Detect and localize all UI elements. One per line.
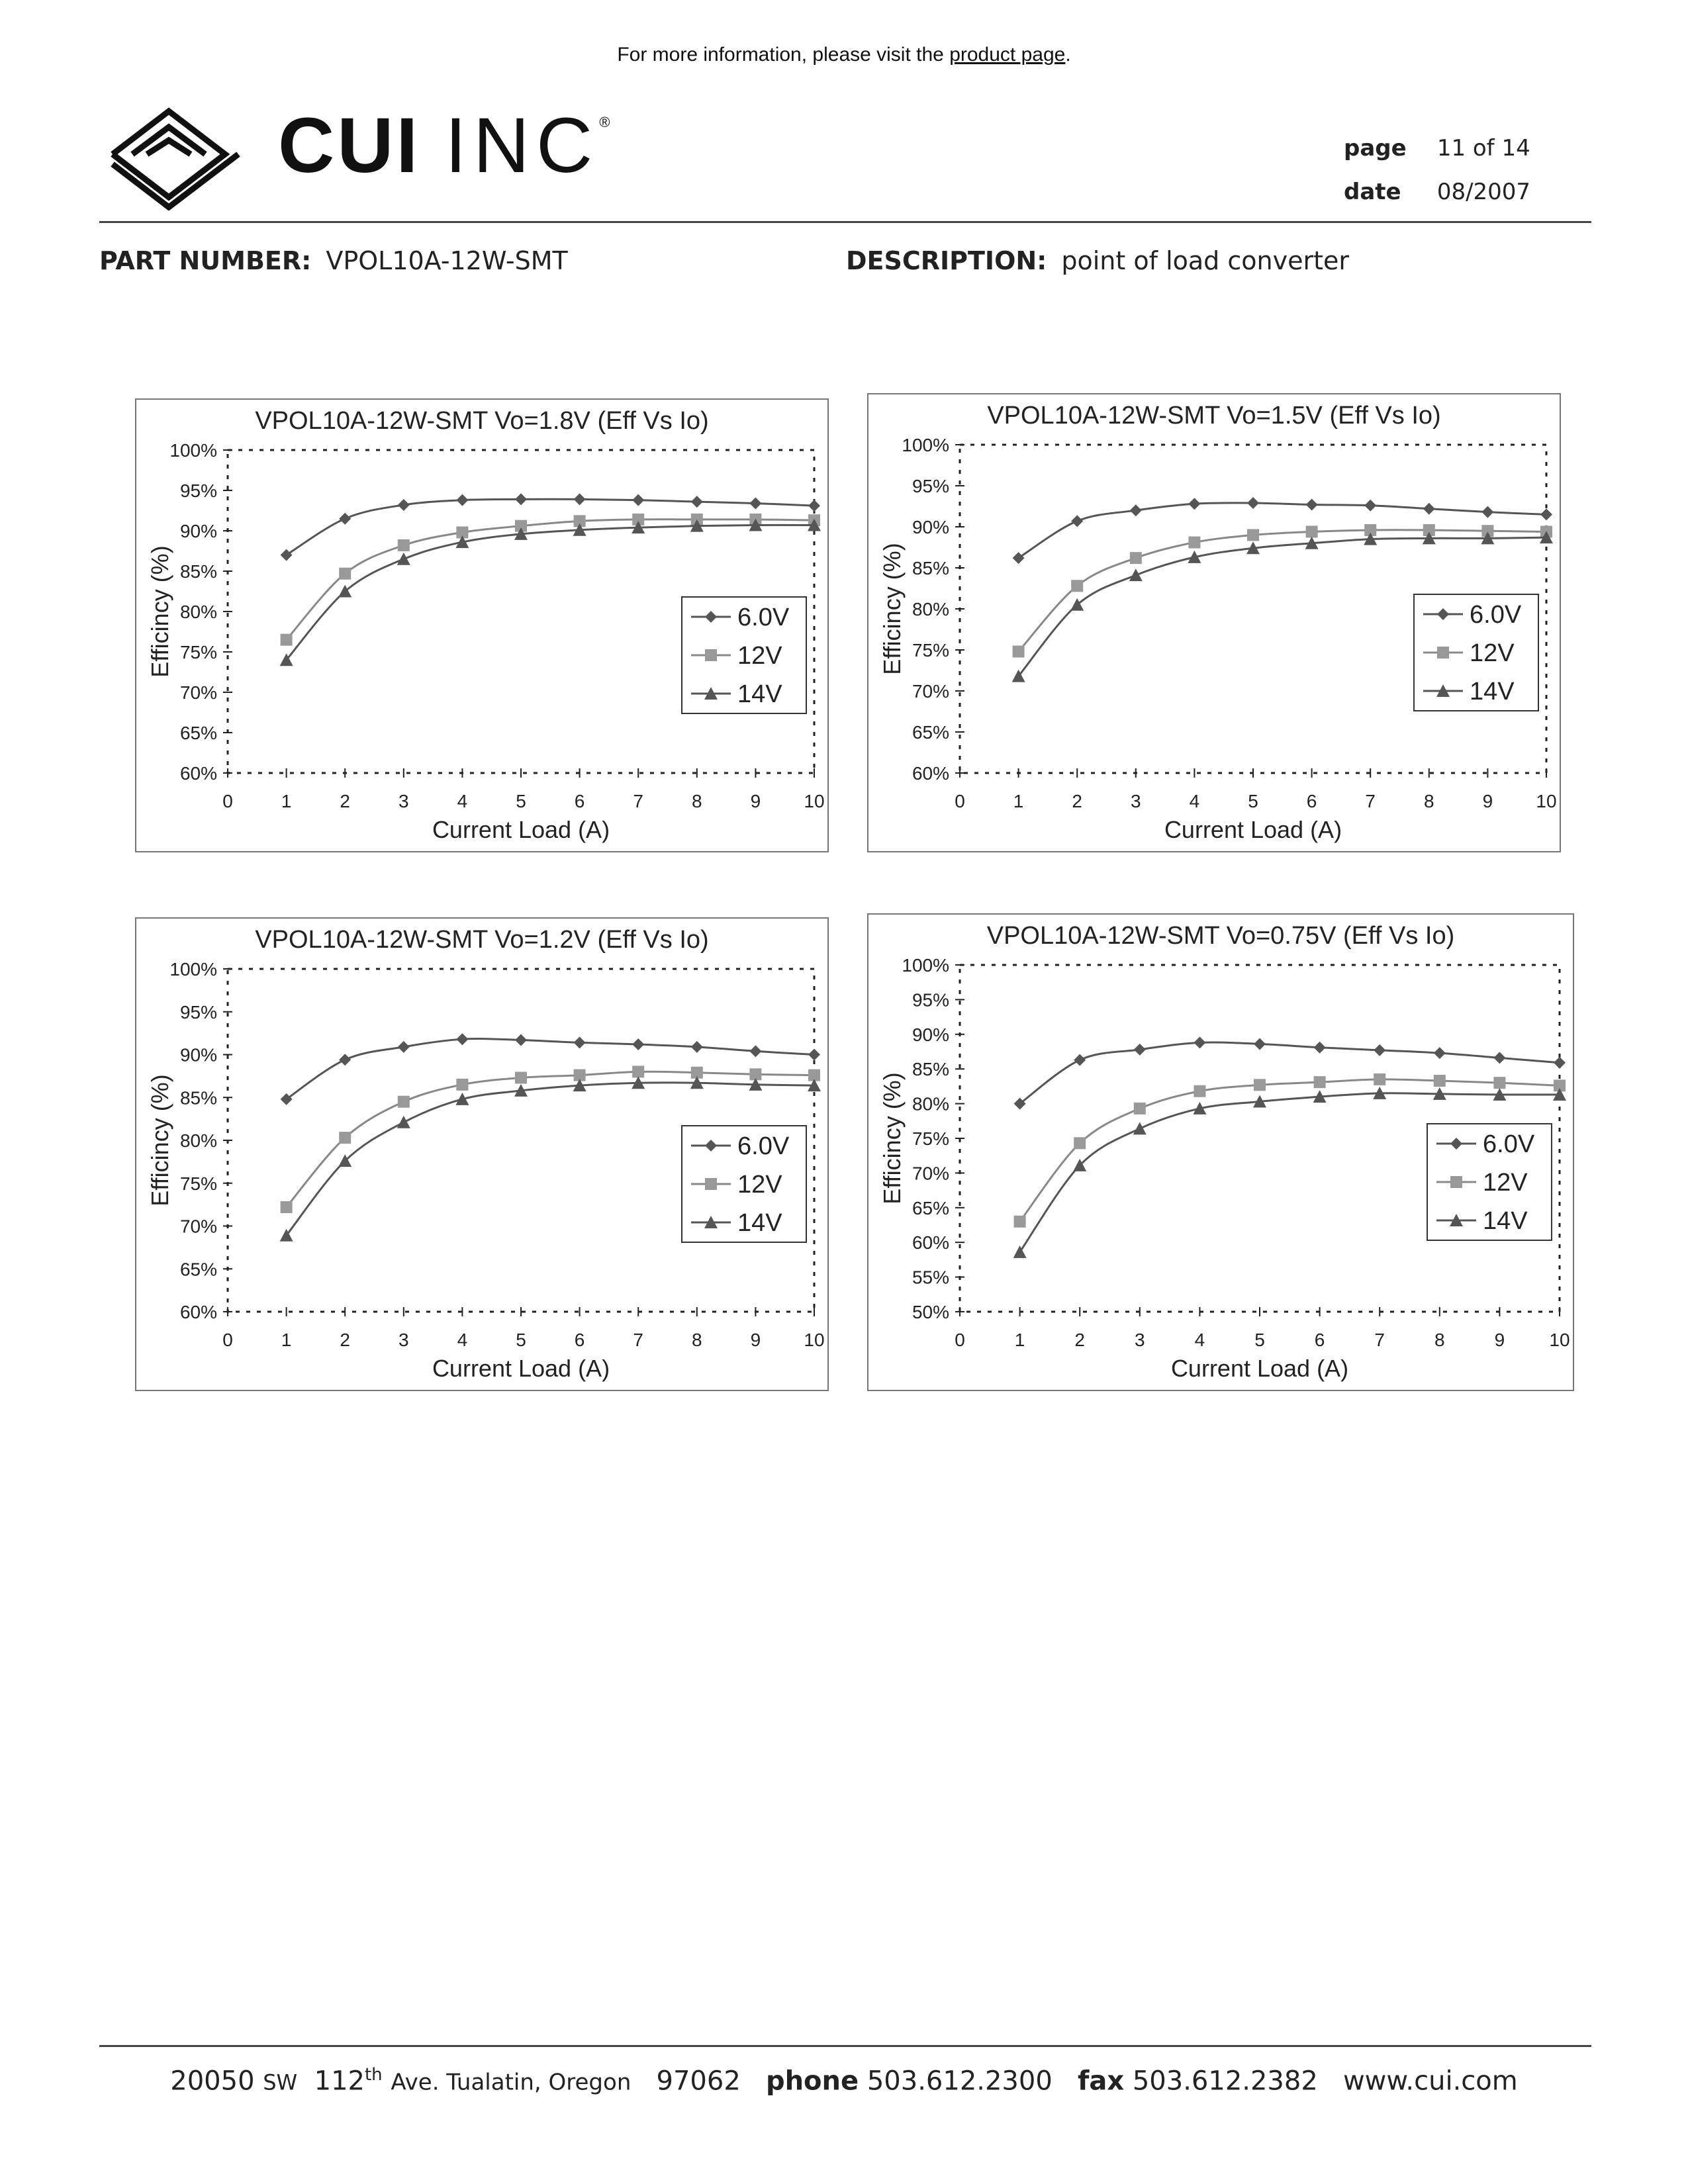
data-point: [398, 499, 410, 511]
y-tick-label: 80%: [912, 599, 949, 619]
y-tick-label: 70%: [912, 1163, 949, 1184]
page-meta: [1344, 135, 1530, 161]
legend-label: 6.0V: [737, 1132, 790, 1160]
address-zip: 97062: [656, 2066, 741, 2097]
footer-contact: [0, 2065, 1688, 2096]
data-point: [1254, 1038, 1266, 1050]
y-tick-label: 90%: [912, 517, 949, 537]
data-point: [1074, 1054, 1086, 1066]
legend-label: 6.0V: [737, 604, 790, 631]
y-tick-label: 90%: [179, 521, 217, 541]
data-point: [1194, 1036, 1205, 1048]
description: [846, 246, 1349, 275]
fax-value: 503.612.2382: [1132, 2066, 1318, 2097]
x-tick-label: 6: [1306, 791, 1317, 811]
address-city: Ave. Tualatin, Oregon: [391, 2069, 632, 2096]
date-meta: [1344, 179, 1530, 205]
legend-label: 6.0V: [1483, 1130, 1535, 1158]
data-point: [398, 1096, 410, 1108]
x-tick-label: 8: [692, 1330, 702, 1350]
y-axis-label: Efficincy (%): [878, 1072, 906, 1205]
x-tick-label: 5: [516, 791, 526, 811]
page-value: 11 of 14: [1436, 135, 1530, 161]
x-tick-label: 0: [955, 1330, 965, 1350]
x-tick-label: 5: [516, 1330, 526, 1350]
data-point: [339, 513, 351, 525]
y-tick-label: 65%: [179, 723, 217, 743]
legend-marker: [1437, 647, 1449, 659]
legend: [1414, 594, 1538, 711]
data-point: [1134, 1103, 1146, 1115]
legend-marker: [705, 1178, 717, 1190]
logo-text-light: INC: [445, 102, 600, 189]
legend: [1427, 1124, 1552, 1240]
data-point: [456, 1033, 468, 1045]
cui-logo-wordmark: [278, 101, 612, 191]
logo-registered: ®: [599, 114, 613, 130]
x-tick-label: 3: [1135, 1330, 1145, 1350]
data-point: [691, 496, 703, 508]
part-number-value: VPOL10A-12W-SMT: [326, 246, 568, 275]
x-tick-label: 0: [955, 791, 965, 811]
x-tick-label: 8: [692, 791, 702, 811]
part-number: [99, 246, 568, 275]
data-point: [1129, 569, 1143, 581]
y-tick-label: 100%: [169, 959, 217, 979]
y-tick-label: 95%: [179, 1001, 217, 1023]
logo-text-bold: CUI: [278, 102, 421, 189]
x-tick-label: 6: [574, 791, 585, 811]
data-point: [574, 1036, 586, 1048]
x-tick-label: 6: [574, 1330, 585, 1350]
data-point: [1493, 1077, 1505, 1089]
data-point: [632, 1066, 644, 1077]
x-tick-label: 1: [1013, 791, 1024, 811]
y-tick-label: 80%: [912, 1093, 949, 1115]
data-point: [281, 549, 293, 561]
data-point: [1194, 1085, 1205, 1097]
data-point: [691, 1041, 703, 1053]
legend-label: 14V: [1470, 678, 1515, 705]
data-point: [1247, 529, 1259, 541]
y-tick-label: 95%: [912, 989, 949, 1011]
data-point: [1134, 1044, 1146, 1056]
address-number: 20050: [170, 2066, 255, 2097]
x-tick-label: 1: [281, 791, 292, 811]
y-axis-label: Efficincy (%): [878, 543, 906, 675]
legend-label: 12V: [1483, 1169, 1528, 1197]
date-label: date: [1344, 179, 1401, 205]
y-tick-label: 80%: [179, 602, 217, 622]
data-point: [281, 634, 293, 646]
address-sup: th: [364, 2065, 383, 2085]
y-tick-label: 75%: [179, 1173, 217, 1194]
x-tick-label: 8: [1424, 791, 1434, 811]
x-axis-label: Current Load (A): [1164, 816, 1342, 843]
page-label: page: [1344, 135, 1407, 161]
x-tick-label: 5: [1254, 1330, 1265, 1350]
data-point: [1247, 497, 1259, 509]
data-point: [397, 553, 410, 565]
chart-svg: [136, 400, 827, 851]
y-tick-label: 60%: [912, 763, 949, 784]
data-point: [1423, 503, 1435, 515]
x-tick-label: 2: [340, 791, 350, 811]
y-tick-label: 70%: [179, 1216, 217, 1237]
x-tick-label: 7: [633, 1330, 643, 1350]
data-point: [1133, 1122, 1147, 1134]
efficiency-chart-1v8: [135, 398, 829, 852]
x-tick-label: 10: [804, 791, 825, 811]
x-tick-label: 2: [1072, 791, 1082, 811]
data-point: [749, 1045, 761, 1057]
data-point: [1434, 1075, 1446, 1087]
data-point: [1554, 1057, 1566, 1069]
y-tick-label: 65%: [179, 1259, 217, 1280]
x-axis-label: Current Load (A): [432, 1355, 610, 1382]
data-point: [1188, 498, 1200, 510]
y-tick-label: 50%: [912, 1302, 949, 1322]
chart-svg: [868, 915, 1573, 1390]
x-axis-label: Current Load (A): [432, 816, 610, 843]
legend-label: 6.0V: [1470, 601, 1522, 629]
info-note-suffix: .: [1065, 44, 1071, 66]
data-point: [515, 1071, 527, 1083]
data-point: [1071, 515, 1083, 527]
series-line: [287, 1039, 814, 1099]
data-point: [515, 493, 527, 505]
x-tick-label: 6: [1314, 1330, 1325, 1350]
data-point: [1130, 552, 1142, 564]
legend-label: 12V: [737, 1171, 782, 1199]
x-tick-label: 4: [457, 791, 468, 811]
data-point: [1374, 1044, 1385, 1056]
footer-divider: [99, 2045, 1591, 2047]
chart-svg: [868, 394, 1560, 851]
y-tick-label: 95%: [912, 476, 949, 496]
info-note: [0, 44, 1688, 66]
series-6.0V: [281, 493, 820, 561]
x-tick-label: 7: [1374, 1330, 1385, 1350]
x-tick-label: 9: [1494, 1330, 1505, 1350]
efficiency-chart-1v5: [867, 393, 1561, 852]
description-value: point of load converter: [1061, 246, 1349, 275]
y-tick-label: 95%: [179, 480, 217, 501]
data-point: [1314, 1076, 1326, 1088]
data-point: [456, 494, 468, 506]
legend-label: 12V: [737, 642, 782, 670]
data-point: [1013, 645, 1025, 657]
data-point: [1188, 537, 1200, 549]
data-point: [398, 539, 410, 551]
legend: [682, 1126, 806, 1242]
y-tick-label: 70%: [912, 681, 949, 702]
data-point: [1314, 1042, 1326, 1054]
y-tick-label: 85%: [912, 558, 949, 578]
x-tick-label: 10: [1549, 1330, 1570, 1350]
date-value: 08/2007: [1436, 179, 1531, 205]
phone-value: 503.612.2300: [867, 2066, 1053, 2097]
data-point: [632, 494, 644, 506]
y-tick-label: 60%: [179, 763, 217, 784]
data-point: [339, 568, 351, 580]
efficiency-chart-0v75: [867, 913, 1574, 1391]
y-tick-label: 100%: [902, 955, 949, 976]
data-point: [1540, 508, 1552, 520]
data-point: [1434, 1047, 1446, 1059]
y-tick-label: 100%: [902, 435, 949, 455]
x-tick-label: 9: [750, 1330, 761, 1350]
data-point: [808, 500, 820, 512]
data-point: [808, 1049, 820, 1061]
data-point: [1481, 506, 1493, 518]
chart-title: VPOL10A-12W-SMT Vo=0.75V (Eff Vs Io): [986, 922, 1455, 950]
x-tick-label: 5: [1248, 791, 1258, 811]
data-point: [1074, 1137, 1086, 1149]
data-point: [1013, 1246, 1027, 1258]
legend-label: 12V: [1470, 639, 1515, 667]
y-tick-label: 55%: [912, 1267, 949, 1288]
y-tick-label: 60%: [912, 1232, 949, 1253]
address-direction: SW: [263, 2070, 298, 2095]
fax-label: fax: [1077, 2066, 1125, 2097]
x-tick-label: 10: [1536, 791, 1557, 811]
y-tick-label: 85%: [179, 561, 217, 582]
x-tick-label: 1: [1014, 1330, 1025, 1350]
y-tick-label: 75%: [179, 642, 217, 662]
series-line: [287, 499, 814, 555]
x-tick-label: 3: [1131, 791, 1141, 811]
product-page-link[interactable]: product page: [949, 44, 1066, 66]
data-point: [632, 1038, 644, 1050]
x-tick-label: 4: [1189, 791, 1200, 811]
phone-label: phone: [765, 2066, 859, 2097]
part-number-label: PART NUMBER:: [99, 246, 312, 275]
y-tick-label: 60%: [179, 1302, 217, 1322]
chart-title: VPOL10A-12W-SMT Vo=1.5V (Eff Vs Io): [987, 402, 1441, 430]
data-point: [1071, 580, 1083, 592]
data-point: [1493, 1052, 1505, 1064]
y-tick-label: 75%: [912, 640, 949, 660]
legend-label: 14V: [737, 680, 782, 708]
efficiency-chart-1v2: [135, 917, 829, 1391]
x-tick-label: 9: [1482, 791, 1493, 811]
data-point: [1013, 552, 1025, 564]
data-point: [1374, 1073, 1385, 1085]
data-point: [397, 1116, 410, 1128]
y-tick-label: 75%: [912, 1128, 949, 1149]
legend-marker: [1450, 1176, 1462, 1188]
data-point: [1254, 1079, 1266, 1091]
x-tick-label: 3: [399, 1330, 409, 1350]
data-point: [398, 1041, 410, 1053]
x-tick-label: 0: [222, 791, 233, 811]
header-divider: [99, 221, 1591, 223]
x-tick-label: 3: [399, 791, 409, 811]
x-tick-label: 4: [457, 1330, 468, 1350]
data-point: [749, 498, 761, 510]
x-tick-label: 2: [1074, 1330, 1085, 1350]
address-street: 112: [314, 2066, 365, 2097]
series-6.0V: [281, 1033, 820, 1105]
data-point: [1364, 500, 1376, 512]
data-point: [1014, 1216, 1026, 1228]
data-point: [281, 1201, 293, 1213]
cui-logo-icon: [106, 98, 278, 210]
y-tick-label: 100%: [169, 440, 217, 461]
x-tick-label: 8: [1434, 1330, 1445, 1350]
x-tick-label: 9: [750, 791, 761, 811]
website-link[interactable]: www.cui.com: [1342, 2066, 1518, 2097]
y-tick-label: 90%: [912, 1024, 949, 1045]
y-axis-label: Efficincy (%): [146, 1074, 173, 1206]
data-point: [1306, 525, 1318, 537]
y-tick-label: 65%: [912, 722, 949, 743]
data-point: [1130, 504, 1142, 516]
y-axis-label: Efficincy (%): [146, 545, 173, 678]
x-tick-label: 2: [340, 1330, 350, 1350]
chart-title: VPOL10A-12W-SMT Vo=1.8V (Eff Vs Io): [255, 407, 709, 435]
legend-label: 14V: [1483, 1207, 1528, 1235]
x-tick-label: 0: [222, 1330, 233, 1350]
info-note-prefix: For more information, please visit the: [617, 44, 950, 66]
chart-svg: [136, 919, 827, 1390]
y-tick-label: 90%: [179, 1044, 217, 1066]
x-tick-label: 4: [1194, 1330, 1205, 1350]
y-tick-label: 85%: [179, 1087, 217, 1109]
data-point: [1306, 499, 1318, 511]
data-point: [339, 1054, 351, 1066]
x-tick-label: 1: [281, 1330, 292, 1350]
x-tick-label: 7: [1365, 791, 1376, 811]
description-label: DESCRIPTION:: [846, 246, 1047, 275]
data-point: [339, 1132, 351, 1144]
y-tick-label: 80%: [179, 1130, 217, 1151]
legend-label: 14V: [737, 1209, 782, 1237]
y-tick-label: 70%: [179, 682, 217, 703]
y-tick-label: 85%: [912, 1059, 949, 1080]
legend-marker: [705, 649, 717, 661]
legend: [682, 597, 806, 713]
data-point: [574, 493, 586, 505]
chart-title: VPOL10A-12W-SMT Vo=1.2V (Eff Vs Io): [255, 926, 709, 954]
y-tick-label: 65%: [912, 1197, 949, 1218]
data-point: [515, 1034, 527, 1046]
data-point: [456, 1079, 468, 1091]
x-axis-label: Current Load (A): [1170, 1355, 1349, 1382]
x-tick-label: 10: [804, 1330, 825, 1350]
x-tick-label: 7: [633, 791, 643, 811]
